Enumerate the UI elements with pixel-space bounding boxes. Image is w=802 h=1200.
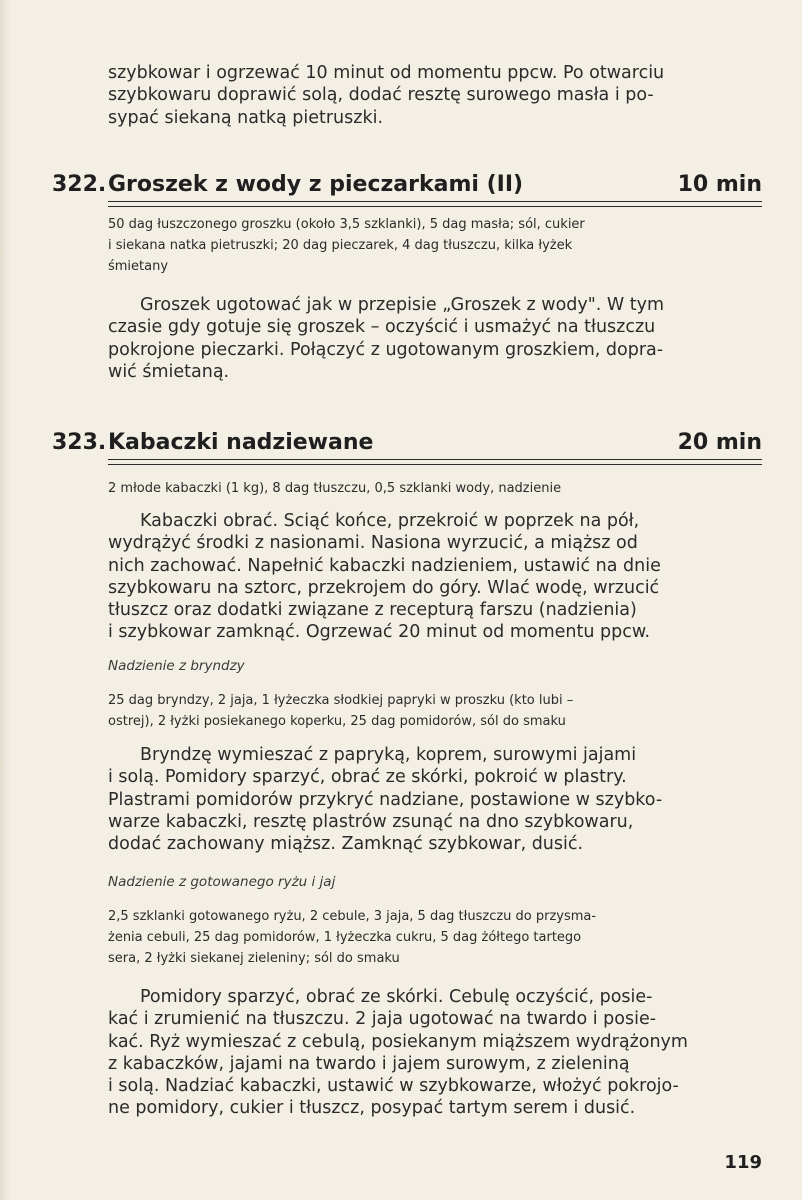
recipe-323-instructions-block [108,510,762,644]
recipe-322-title: Groszek z wody z pieczarkami (II) [108,172,524,197]
filling-2-ingredients-block [108,906,762,969]
continued-paragraph [108,62,762,129]
filling-2-instructions-block [108,986,762,1120]
filling-2-title-block [108,874,762,890]
recipe-322-instructions: Groszek ugotować jak w przepisie „Groszek z wody". W tym czasie gdy gotuje się groszek – oczyścić i usmażyć na tłuszczu pokrojone pieczarki. Połączyć z ugotowanym groszkiem, dopra- wić śmietaną. [108,295,665,382]
recipe-322-number: 322. [52,172,107,197]
recipe-322-ingredients-block [108,214,762,277]
filling-1-title-block [108,658,762,674]
recipe-322-instructions-block [108,294,762,383]
filling-1-instructions-block [108,744,762,855]
recipe-323-time: 20 min [677,430,762,455]
filling-1-title: Nadzienie z bryndzy [108,658,245,674]
recipe-323-rule [108,459,762,465]
recipe-323-instructions: Kabaczki obrać. Sciąć końce, przekroić w poprzek na pół, wydrążyć środki z nasionami. Nasiona wyrzucić, a miąższ od nich zachować. Napełnić kabaczki nadzieniem, ustawić na dnie szybkowaru na sztorc, przekrojem do góry. Wlać wodę, wrzucić tłuszcz oraz dodatki związane z recepturą farszu (nadzienia) i szybkowar zamknąć. Ogrzewać 20 minut od momentu ppcw. [108,511,661,643]
recipe-323-number: 323. [52,430,107,455]
filling-1-ingredients: 25 dag bryndzy, 2 jaja, 1 łyżeczka słodkiej papryki w proszku (kto lubi – ostrej), 2 łyżki posiekanego koperku, 25 dag pomidorów, sól do smaku [108,693,574,729]
filling-1-ingredients-block [108,690,762,732]
recipe-323-ingredients: 2 młode kabaczki (1 kg), 8 dag tłuszczu, 0,5 szklanki wody, nadzienie [108,481,562,496]
filling-2-title: Nadzienie z gotowanego ryżu i jaj [108,874,336,890]
recipe-322-ingredients: 50 dag łuszczonego groszku (około 3,5 szklanki), 5 dag masła; sól, cukier i siekana natka pietruszki; 20 dag pieczarek, 4 dag tłuszczu, kilka łyżek śmietany [108,217,585,274]
page-number: 119 [724,1152,762,1173]
recipe-323-title: Kabaczki nadziewane [108,430,374,455]
filling-2-instructions: Pomidory sparzyć, obrać ze skórki. Cebulę oczyścić, posie- kać i zrumienić na tłuszczu. 2 jaja ugotować na twardo i posie- kać. Ryż wymieszać z cebulą, posiekanym miąższem wydrążonym z kabaczków, jajami na twardo i jajem surowym, z zieleniną i solą. Nadziać kabaczki, ustawić w szybkowarze, włożyć pokrojo- ne pomidory, cukier i tłuszcz, posypać tartym serem i dusić. [108,987,688,1119]
recipe-322-time: 10 min [677,172,762,197]
top-paragraph: szybkowar i ogrzewać 10 minut od momentu ppcw. Po otwarciu szybkowaru doprawić solą, dodać resztę surowego masła i po- sypać siekaną natką pietruszki. [108,63,665,128]
recipe-323-ingredients-block [108,478,762,499]
filling-1-instructions: Bryndzę wymieszać z papryką, koprem, surowymi jajami i solą. Pomidory sparzyć, obrać ze skórki, pokroić w plastry. Plastrami pomidorów przykryć nadziane, postawione w szybko- warze kabaczki, resztę plastrów zsunąć na dno szybkowaru, dodać zachowany miąższ. Zamknąć szybkowar, dusić. [108,745,663,855]
filling-2-ingredients: 2,5 szklanki gotowanego ryżu, 2 cebule, 3 jaja, 5 dag tłuszczu do przysma- żenia cebuli, 25 dag pomidorów, 1 łyżeczka cukru, 5 dag żółtego tartego sera, 2 łyżki siekanej zieleniny; sól do smaku [108,909,597,966]
recipe-322-rule [108,201,762,207]
recipe-322-heading [52,168,762,202]
recipe-323-heading [52,426,762,460]
